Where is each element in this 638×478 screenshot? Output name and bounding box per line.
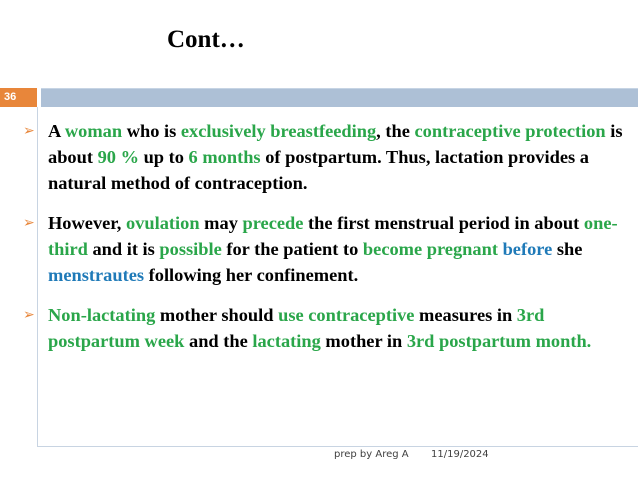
bullet-list [23, 118, 623, 368]
bullet-text-segment: the first menstrual period in about [303, 213, 584, 233]
bullet-text-segment: contraceptive protection [414, 121, 606, 141]
bottom-divider [37, 446, 638, 447]
footer-date: 11/19/2024 [431, 449, 489, 460]
bullet-text-segment: may [199, 213, 243, 233]
bullet-text-segment: of postpartum. Thus, lactation provides a natural method of contraception. [48, 147, 589, 193]
footer-author: prep by Areg A [334, 449, 409, 460]
bullet-text-segment: measures in [414, 305, 517, 325]
bullet-text-segment: lactating [252, 331, 321, 351]
bullet-text-segment: precede [242, 213, 304, 233]
bullet-text-segment: one-third [48, 213, 618, 259]
bullet-text-segment: mother in [320, 331, 407, 351]
arrow-bullet-icon: ➢ [23, 307, 35, 323]
bullet-text-segment: following her confinement. [144, 265, 359, 285]
bullet-item [23, 302, 623, 354]
slide-title: Cont… [167, 26, 245, 53]
bullet-text-segment: However, [48, 213, 126, 233]
bullet-text-segment: 90 % [97, 147, 139, 167]
bullet-text-segment: Non-lactating [48, 305, 156, 325]
bullet-text-segment: is about [48, 121, 623, 167]
header-bar [41, 88, 638, 107]
bullet-text-segment: ovulation [125, 213, 200, 233]
bullet-text-segment: woman [64, 121, 123, 141]
bullet-text-segment: menstrautes [48, 265, 145, 285]
bullet-text-segment: up to [138, 147, 189, 167]
bullet-text-segment: possible [159, 239, 222, 259]
bullet-text-segment: for the patient to [221, 239, 363, 259]
bullet-text-segment: and the [184, 331, 253, 351]
bullet-text-segment: exclusively breastfeeding [180, 121, 377, 141]
bullet-text-segment: mother should [155, 305, 279, 325]
bullet-item [23, 118, 623, 196]
bullet-text-segment: and it is [87, 239, 160, 259]
arrow-bullet-icon: ➢ [23, 215, 35, 231]
bullet-text-segment: become pregnant [362, 239, 498, 259]
arrow-bullet-icon: ➢ [23, 123, 35, 139]
bullet-text-segment: she [552, 239, 583, 259]
bullet-text-segment: 6 months [188, 147, 261, 167]
slide-number: 36 [4, 91, 17, 103]
bullet-text-segment: use contraceptive [278, 305, 415, 325]
bullet-text-segment: before [502, 239, 553, 259]
bullet-text-segment: 3rd postpartum week [48, 305, 545, 351]
bullet-text-segment: who is [122, 121, 181, 141]
bullet-item [23, 210, 623, 288]
bullet-text-segment: A [48, 121, 65, 141]
bullet-text-segment: , the [376, 121, 415, 141]
bullet-text-segment: 3rd postpartum month. [406, 331, 592, 351]
